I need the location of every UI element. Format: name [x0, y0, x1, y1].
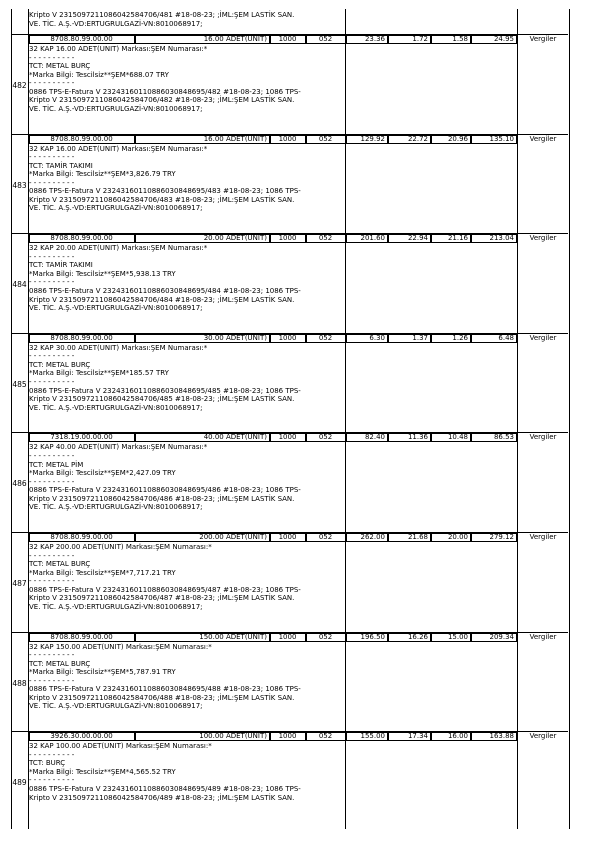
item-description-line: 32 KAP 200.00 ADET(UNIT) Markası:ŞEM Numarası:*	[29, 543, 212, 551]
item-description-line: TCT: METAL BURÇ	[29, 62, 91, 71]
item-description-line: *Marka Bilgi: Tescilsiz**ŞEM*688.07 TRY	[29, 70, 169, 79]
value3-cell: 1.58	[452, 35, 468, 43]
value4-cell: 209.34	[489, 632, 514, 641]
hs-code-cell: 3926.30.00.00.00	[50, 732, 113, 741]
value2-cell: 1.37	[412, 333, 428, 342]
value1-cell: 129.92	[360, 134, 385, 143]
item-description-line: TCT: TAMİR TAKIMI	[29, 261, 93, 270]
item-description-line: VE. TİC. A.Ş.-VD:ERTUGRULGAZİ-VN:8010068917;	[29, 403, 203, 412]
code2-cell: 052	[318, 134, 333, 143]
value4-cell: 279.12	[489, 533, 514, 541]
code2-cell: 052	[318, 234, 333, 243]
item-description-line: Kripto V 23150972110860425847​06/484 #18-08-23; ;İML:ŞEM LASTİK SAN.	[29, 295, 295, 304]
item-description-line: Kripto V 23150972110860425847​06/481 #18-08-23; ;İML:ŞEM LASTİK SAN.	[29, 11, 295, 19]
quantity-cell: 150.00 ADET(UNIT)	[199, 632, 267, 641]
item-description-line: *Marka Bilgi: Tescilsiz**ŞEM*2,427.09 TRY	[29, 469, 176, 478]
code1-cell: 1000	[278, 234, 297, 243]
hs-code-cell: 8708.80.99.00.00	[50, 333, 113, 342]
value4-cell: 6.48	[498, 333, 514, 342]
item-description-line: 0886 TPS-E-Fatura V 2324316011088603084869​5/486 #18-08-23; 1086 TPS-	[29, 486, 301, 495]
item-description-line: - - - - - - - - - -	[29, 477, 75, 486]
item-description-line: *Marka Bilgi: Tescilsiz**ŞEM*7,717.21 TRY	[29, 568, 176, 577]
item-description-line: 32 KAP 20.00 ADET(UNIT) Markası:ŞEM Numarası:*	[29, 244, 208, 253]
value4-cell: 135.10	[489, 134, 514, 143]
tax-link[interactable]: Vergiler	[529, 35, 557, 43]
item-number: 489	[12, 778, 27, 788]
value3-cell: 20.96	[447, 134, 468, 143]
value2-cell: 11.36	[407, 433, 428, 442]
item-description-line: VE. TİC. A.Ş.-VD:ERTUGRULGAZİ-VN:8010068917;	[29, 104, 203, 113]
item-description-line: Kripto V 23150972110860425847​06/489 #18-08-23; ;İML:ŞEM LASTİK SAN.	[29, 793, 295, 802]
value4-cell: 213.04	[489, 234, 514, 243]
item-description-line: 0886 TPS-E-Fatura V 2324316011088603084869​5/488 #18-08-23; 1086 TPS-	[29, 685, 301, 694]
code1-cell: 1000	[278, 433, 297, 442]
item-description-line: - - - - - - - - - -	[29, 53, 75, 62]
hs-code-cell: 8708.80.99.00.00	[50, 533, 113, 541]
value3-cell: 20.00	[447, 533, 468, 541]
value4-cell: 163.88	[489, 732, 514, 741]
hs-code-cell: 8708.80.99.00.00	[50, 234, 113, 243]
item-description-line: - - - - - - - - - -	[29, 352, 75, 361]
item-description-line: 0886 TPS-E-Fatura V 2324316011088603084869​5/487 #18-08-23; 1086 TPS-	[29, 585, 301, 594]
item-description-line: TCT: METAL BURÇ	[29, 659, 91, 668]
item-number: 487	[12, 579, 27, 588]
quantity-cell: 16.00 ADET(UNIT)	[203, 35, 267, 43]
item-number: 485	[12, 379, 27, 389]
tax-link[interactable]: Vergiler	[529, 134, 557, 143]
tax-link[interactable]: Vergiler	[529, 333, 557, 342]
item-description-line: Kripto V 23150972110860425847​06/487 #18-08-23; ;İML:ŞEM LASTİK SAN.	[29, 594, 295, 603]
value3-cell: 16.00	[447, 732, 468, 741]
item-description-line: 32 KAP 100.00 ADET(UNIT) Markası:ŞEM Numarası:*	[29, 742, 212, 751]
item-description-line: 0886 TPS-E-Fatura V 2324316011088603084869​5/484 #18-08-23; 1086 TPS-	[29, 286, 301, 295]
item-description-line: - - - - - - - - - -	[29, 577, 75, 586]
hs-code-cell: 8708.80.99.00.00	[50, 35, 113, 43]
item-number: 486	[12, 479, 27, 489]
item-description-line: *Marka Bilgi: Tescilsiz**ŞEM*5,787.91 TRY	[29, 668, 176, 677]
item-description-line: 32 KAP 150.00 ADET(UNIT) Markası:ŞEM Numarası:*	[29, 642, 212, 651]
item-description-line: 32 KAP 16.00 ADET(UNIT) Markası:ŞEM Numarası:*	[29, 144, 208, 153]
item-description-line: - - - - - - - - - -	[29, 676, 75, 685]
code2-cell: 052	[318, 533, 333, 541]
tax-link[interactable]: Vergiler	[529, 632, 557, 641]
item-number: 488	[12, 678, 27, 688]
item-description-line: - - - - - - - - - -	[29, 776, 75, 785]
item-description-line: - - - - - - - - - -	[29, 178, 75, 187]
value1-cell: 201.60	[360, 234, 385, 243]
column-divider	[517, 9, 518, 829]
value2-cell: 17.34	[407, 732, 428, 741]
item-description-line: - - - - - - - - - -	[29, 252, 75, 261]
value2-cell: 1.72	[412, 35, 428, 43]
code2-cell: 052	[318, 632, 333, 641]
item-description-line: VE. TİC. A.Ş.-VD:ERTUGRULGAZİ-VN:8010068917;	[29, 304, 203, 313]
value3-cell: 21.16	[447, 234, 468, 243]
value2-cell: 22.94	[407, 234, 428, 243]
quantity-cell: 100.00 ADET(UNIT)	[199, 732, 267, 741]
item-description-line: - - - - - - - - - -	[29, 451, 75, 460]
code1-cell: 1000	[278, 333, 297, 342]
value2-cell: 21.68	[407, 533, 428, 541]
item-number: 482	[12, 81, 27, 90]
item-description-line: - - - - - - - - - -	[29, 551, 75, 560]
value1-cell: 82.40	[364, 433, 385, 442]
item-description-line: 32 KAP 40.00 ADET(UNIT) Markası:ŞEM Numarası:*	[29, 443, 208, 452]
item-description-line: VE. TİC. A.Ş.-VD:ERTUGRULGAZİ-VN:8010068917;	[29, 503, 203, 512]
column-divider	[345, 9, 346, 829]
tax-link[interactable]: Vergiler	[529, 433, 557, 442]
item-description-line: *Marka Bilgi: Tescilsiz**ŞEM*4,565.52 TRY	[29, 767, 176, 776]
item-description-line: Kripto V 23150972110860425847​06/488 #18-08-23; ;İML:ŞEM LASTİK SAN.	[29, 693, 295, 702]
item-description-line: Kripto V 23150972110860425847​06/482 #18-08-23; ;İML:ŞEM LASTİK SAN.	[29, 96, 295, 105]
item-description-line: *Marka Bilgi: Tescilsiz**ŞEM*5,938.13 TRY	[29, 269, 176, 278]
item-description-line: 32 KAP 30.00 ADET(UNIT) Markası:ŞEM Numarası:*	[29, 343, 208, 352]
value4-cell: 24.95	[493, 35, 514, 43]
value1-cell: 196.50	[360, 632, 385, 641]
item-description-line: - - - - - - - - - -	[29, 651, 75, 660]
value3-cell: 1.26	[452, 333, 468, 342]
item-number: 483	[12, 180, 27, 190]
item-description-line: TCT: TAMİR TAKIMI	[29, 161, 93, 170]
code2-cell: 052	[318, 35, 333, 43]
item-description-line: TCT: METAL BURÇ	[29, 360, 91, 369]
item-description-line: Kripto V 23150972110860425847​06/483 #18-08-23; ;İML:ŞEM LASTİK SAN.	[29, 195, 295, 204]
item-description-line: VE. TİC. A.Ş.-VD:ERTUGRULGAZİ-VN:8010068917;	[29, 19, 203, 28]
item-number: 484	[12, 280, 27, 290]
item-description-line: - - - - - - - - - -	[29, 153, 75, 162]
item-description-line: VE. TİC. A.Ş.-VD:ERTUGRULGAZİ-VN:8010068917;	[29, 602, 203, 611]
hs-code-cell: 8708.80.99.00.00	[50, 134, 113, 143]
quantity-cell: 200.00 ADET(UNIT)	[199, 533, 267, 541]
value4-cell: 86.53	[493, 433, 514, 442]
item-description-line: TCT: METAL PİM	[29, 460, 84, 469]
quantity-cell: 30.00 ADET(UNIT)	[203, 333, 267, 342]
code1-cell: 1000	[278, 732, 297, 741]
item-description-line: TCT: METAL BURÇ	[29, 560, 91, 569]
value2-cell: 22.72	[407, 134, 428, 143]
quantity-cell: 16.00 ADET(UNIT)	[203, 134, 267, 143]
value3-cell: 15.00	[447, 632, 468, 641]
code1-cell: 1000	[278, 632, 297, 641]
item-description-line: - - - - - - - - - -	[29, 79, 75, 88]
item-description-line: 0886 TPS-E-Fatura V 2324316011088603084869​5/489 #18-08-23; 1086 TPS-	[29, 784, 301, 793]
code1-cell: 1000	[278, 134, 297, 143]
item-description-line: - - - - - - - - - -	[29, 278, 75, 287]
code1-cell: 1000	[278, 533, 297, 541]
value2-cell: 16.26	[407, 632, 428, 641]
tax-link[interactable]: Vergiler	[529, 533, 557, 541]
value1-cell: 155.00	[360, 732, 385, 741]
item-description-line: 0886 TPS-E-Fatura V 2324316011088603084869​5/485 #18-08-23; 1086 TPS-	[29, 386, 301, 395]
item-description-line: *Marka Bilgi: Tescilsiz**ŞEM*3,826.79 TRY	[29, 170, 176, 179]
hs-code-cell: 8708.80.99.00.00	[50, 632, 113, 641]
item-description-line: TCT: BURÇ	[29, 759, 66, 768]
quantity-cell: 20.00 ADET(UNIT)	[203, 234, 267, 243]
value1-cell: 6.30	[369, 333, 385, 342]
value1-cell: 23.36	[364, 35, 385, 43]
item-description-line: 0886 TPS-E-Fatura V 2324316011088603084869​5/483 #18-08-23; 1086 TPS-	[29, 187, 301, 196]
item-description-line: 32 KAP 16.00 ADET(UNIT) Markası:ŞEM Numarası:*	[29, 45, 208, 53]
item-description-line: - - - - - - - - - -	[29, 378, 75, 386]
item-description-line: Kripto V 23150972110860425847​06/486 #18-08-23; ;İML:ŞEM LASTİK SAN.	[29, 494, 295, 503]
code2-cell: 052	[318, 333, 333, 342]
item-description-line: - - - - - - - - - -	[29, 750, 75, 759]
tax-link[interactable]: Vergiler	[529, 234, 557, 243]
tax-link[interactable]: Vergiler	[529, 732, 557, 741]
value3-cell: 10.48	[447, 433, 468, 442]
item-description-line: *Marka Bilgi: Tescilsiz**ŞEM*185.57 TRY	[29, 369, 169, 378]
item-description-line: VE. TİC. A.Ş.-VD:ERTUGRULGAZİ-VN:8010068917;	[29, 204, 203, 213]
hs-code-cell: 7318.19.00.00.00	[50, 433, 113, 442]
code1-cell: 1000	[278, 35, 297, 43]
item-description-line: 0886 TPS-E-Fatura V 2324316011088603084869​5/482 #18-08-23; 1086 TPS-	[29, 87, 301, 96]
item-description-line: Kripto V 23150972110860425847​06/485 #18-08-23; ;İML:ŞEM LASTİK SAN.	[29, 395, 295, 404]
code2-cell: 052	[318, 433, 333, 442]
quantity-cell: 40.00 ADET(UNIT)	[203, 433, 267, 442]
code2-cell: 052	[318, 732, 333, 741]
value1-cell: 262.00	[360, 533, 385, 541]
item-description-line: VE. TİC. A.Ş.-VD:ERTUGRULGAZİ-VN:8010068917;	[29, 702, 203, 711]
